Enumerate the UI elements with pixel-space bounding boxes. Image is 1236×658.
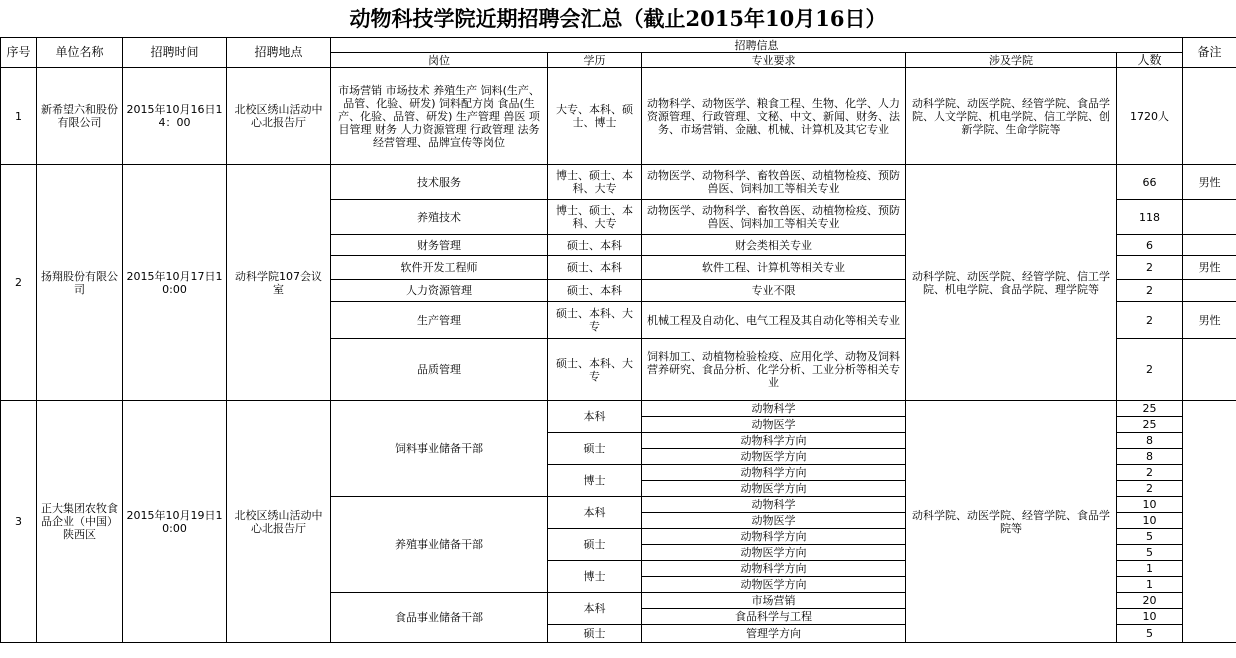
major-cell: 动物医学方向 (642, 481, 906, 497)
note-cell (1183, 235, 1236, 256)
note-cell (1183, 280, 1236, 302)
company-name-cell: 新希望六和股份有限公司 (37, 68, 123, 165)
position-cell: 财务管理 (331, 235, 548, 256)
degree-cell: 博士、硕士、本科、大专 (548, 200, 642, 235)
position-cell: 人力资源管理 (331, 280, 548, 302)
major-cell: 动物医学方向 (642, 449, 906, 465)
major-cell: 饲料加工、动植物检验检疫、应用化学、动物及饲料营养研究、食品分析、化学分析、工业分析等相关专业 (642, 339, 906, 401)
count-cell: 8 (1117, 449, 1183, 465)
header-place: 招聘地点 (227, 38, 331, 68)
position-cell: 养殖技术 (331, 200, 548, 235)
header-row-1 (1, 38, 1236, 53)
major-cell: 动物医学、动物科学、畜牧兽医、动植物检疫、预防兽医、饲料加工等相关专业 (642, 200, 906, 235)
degree-cell: 硕士、本科、大专 (548, 302, 642, 339)
count-cell: 1 (1117, 577, 1183, 593)
degree-cell: 大专、本科、硕士、博士 (548, 68, 642, 165)
degree-cell: 硕士、本科 (548, 235, 642, 256)
college-cell: 动科学院、动医学院、经管学院、食品学院、人文学院、机电学院、信工学院、创新学院、生命学院等 (906, 68, 1117, 165)
degree-cell: 博士 (548, 465, 642, 497)
degree-cell: 硕士 (548, 433, 642, 465)
major-cell: 动物医学 (642, 417, 906, 433)
count-cell: 2 (1117, 302, 1183, 339)
major-cell: 动物科学 (642, 401, 906, 417)
header-time: 招聘时间 (123, 38, 227, 68)
note-cell (1183, 339, 1236, 401)
header-company: 单位名称 (37, 38, 123, 68)
note-cell: 男性 (1183, 302, 1236, 339)
major-cell: 动物医学方向 (642, 545, 906, 561)
degree-cell: 硕士、本科 (548, 256, 642, 280)
count-cell: 8 (1117, 433, 1183, 449)
seq-cell: 2 (1, 165, 37, 401)
position-cell: 品质管理 (331, 339, 548, 401)
degree-cell: 博士、硕士、本科、大专 (548, 165, 642, 200)
seq-cell: 1 (1, 68, 37, 165)
major-cell: 动物医学方向 (642, 577, 906, 593)
table-row (1, 68, 1236, 165)
time-cell: 2015年10月16日14：00 (123, 68, 227, 165)
count-cell: 20 (1117, 593, 1183, 609)
position-cell: 市场营销 市场技术 养殖生产 饲料(生产、品管、化验、研发) 饲料配方岗 食品(生产、化验、品管、研发) 生产管理 兽医 项目管理 财务 人力资源管理 行政管理 法务 经营管理、品牌宣传等岗位 (331, 68, 548, 165)
seq-cell: 3 (1, 401, 37, 643)
company-name-cell: 扬翔股份有限公司 (37, 165, 123, 401)
count-cell: 66 (1117, 165, 1183, 200)
note-cell (1183, 68, 1236, 165)
position-cell: 养殖事业储备干部 (331, 497, 548, 593)
count-cell: 10 (1117, 513, 1183, 529)
degree-cell: 本科 (548, 497, 642, 529)
major-cell: 动物科学方向 (642, 465, 906, 481)
degree-cell: 硕士 (548, 625, 642, 643)
header-info: 招聘信息 (331, 38, 1183, 53)
major-cell: 管理学方向 (642, 625, 906, 643)
degree-cell: 硕士、本科 (548, 280, 642, 302)
count-cell: 2 (1117, 256, 1183, 280)
position-cell: 生产管理 (331, 302, 548, 339)
header-major: 专业要求 (642, 53, 906, 68)
header-count: 人数 (1117, 53, 1183, 68)
company-name-cell: 正大集团农牧食品企业（中国）陕西区 (37, 401, 123, 643)
header-seq: 序号 (1, 38, 37, 68)
college-cell: 动科学院、动医学院、经管学院、食品学院等 (906, 401, 1117, 643)
major-cell: 动物科学方向 (642, 561, 906, 577)
header-note: 备注 (1183, 38, 1236, 68)
position-cell: 食品事业储备干部 (331, 593, 548, 643)
position-cell: 软件开发工程师 (331, 256, 548, 280)
count-cell: 10 (1117, 609, 1183, 625)
header-college: 涉及学院 (906, 53, 1117, 68)
major-cell: 市场营销 (642, 593, 906, 609)
note-cell (1183, 401, 1236, 643)
degree-cell: 本科 (548, 593, 642, 625)
note-cell: 男性 (1183, 256, 1236, 280)
major-cell: 动物医学、动物科学、畜牧兽医、动植物检疫、预防兽医、饲料加工等相关专业 (642, 165, 906, 200)
position-cell: 技术服务 (331, 165, 548, 200)
position-cell: 饲料事业储备干部 (331, 401, 548, 497)
count-cell: 2 (1117, 481, 1183, 497)
count-cell: 10 (1117, 497, 1183, 513)
count-cell: 118 (1117, 200, 1183, 235)
count-cell: 25 (1117, 417, 1183, 433)
count-cell: 6 (1117, 235, 1183, 256)
note-cell: 男性 (1183, 165, 1236, 200)
college-cell: 动科学院、动医学院、经管学院、信工学院、机电学院、食品学院、理学院等 (906, 165, 1117, 401)
major-cell: 动物科学、动物医学、粮食工程、生物、化学、人力资源管理、行政管理、文秘、中文、新闻、财务、法务、市场营销、金融、机械、计算机及其它专业 (642, 68, 906, 165)
header-degree: 学历 (548, 53, 642, 68)
count-cell: 5 (1117, 529, 1183, 545)
sheet-title: 动物科技学院近期招聘会汇总（截止2015年10月16日） (349, 6, 887, 31)
time-cell: 2015年10月17日10:00 (123, 165, 227, 401)
time-cell: 2015年10月19日10:00 (123, 401, 227, 643)
count-cell: 2 (1117, 339, 1183, 401)
table-row (1, 165, 1236, 200)
header-position: 岗位 (331, 53, 548, 68)
count-cell: 1720人 (1117, 68, 1183, 165)
place-cell: 北校区绣山活动中心北报告厅 (227, 401, 331, 643)
major-cell: 软件工程、计算机等相关专业 (642, 256, 906, 280)
count-cell: 5 (1117, 625, 1183, 643)
place-cell: 北校区绣山活动中心北报告厅 (227, 68, 331, 165)
major-cell: 动物医学 (642, 513, 906, 529)
major-cell: 财会类相关专业 (642, 235, 906, 256)
note-cell (1183, 200, 1236, 235)
major-cell: 专业不限 (642, 280, 906, 302)
degree-cell: 硕士 (548, 529, 642, 561)
count-cell: 2 (1117, 465, 1183, 481)
major-cell: 动物科学 (642, 497, 906, 513)
major-cell: 动物科学方向 (642, 529, 906, 545)
count-cell: 1 (1117, 561, 1183, 577)
degree-cell: 本科 (548, 401, 642, 433)
major-cell: 食品科学与工程 (642, 609, 906, 625)
table-row (1, 401, 1236, 417)
count-cell: 5 (1117, 545, 1183, 561)
recruitment-table (0, 37, 1236, 643)
degree-cell: 博士 (548, 561, 642, 593)
count-cell: 2 (1117, 280, 1183, 302)
major-cell: 动物科学方向 (642, 433, 906, 449)
degree-cell: 硕士、本科、大专 (548, 339, 642, 401)
major-cell: 机械工程及自动化、电气工程及其自动化等相关专业 (642, 302, 906, 339)
place-cell: 动科学院107会议室 (227, 165, 331, 401)
count-cell: 25 (1117, 401, 1183, 417)
